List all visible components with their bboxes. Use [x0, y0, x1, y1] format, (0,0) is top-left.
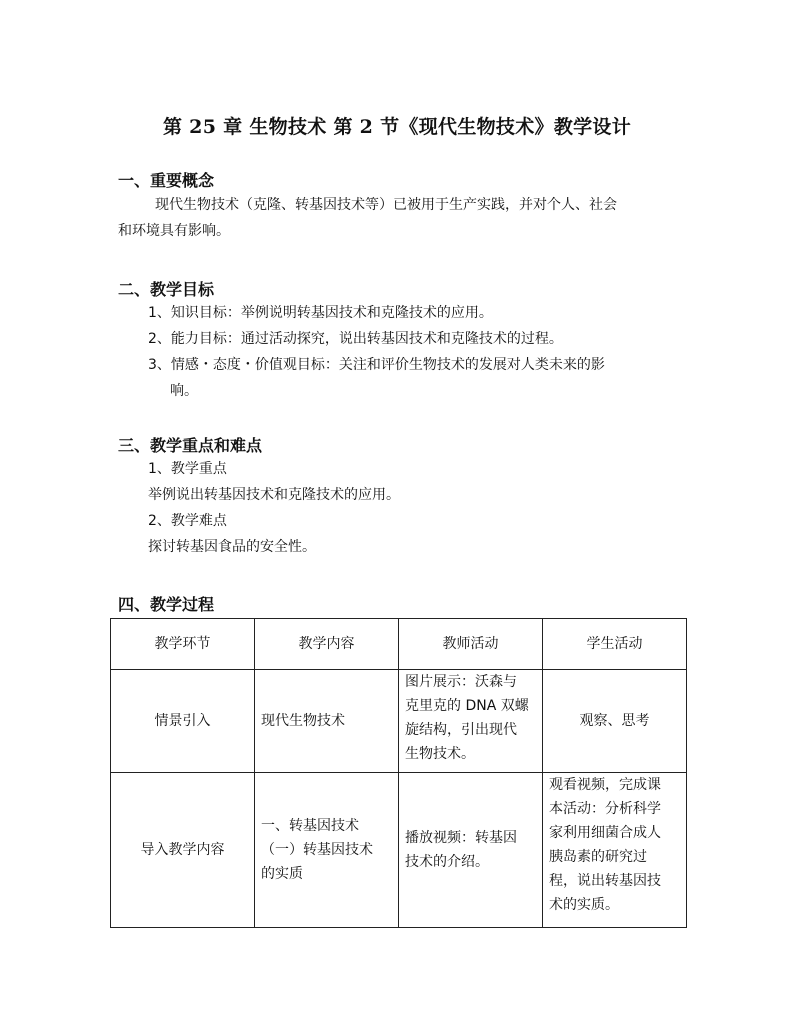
section-heading-key-concept: 一、重要概念	[118, 171, 215, 190]
cell-line: 旋结构，引出现代	[405, 722, 517, 738]
focus-text: 举例说出转基因技术和克隆技术的应用。	[148, 487, 400, 503]
cell-line: 术的实质。	[549, 897, 619, 913]
cell-line: 观察、思考	[579, 713, 650, 729]
cell-line: 一、转基因技术	[261, 818, 359, 834]
difficulty-text: 探讨转基因食品的安全性。	[148, 539, 316, 555]
student-cell	[543, 670, 687, 773]
cell-line: 播放视频：转基因	[405, 830, 517, 846]
cell-line: 图片展示：沃森与	[405, 674, 517, 690]
student-cell	[543, 773, 687, 928]
objective-item: 3、情感・态度・价值观目标：关注和评价生物技术的发展对人类未来的影	[148, 357, 605, 373]
cell-line: 技术的介绍。	[405, 854, 489, 870]
difficulty-label: 2、教学难点	[148, 513, 227, 529]
objective-item: 1、知识目标：举例说明转基因技术和克隆技术的应用。	[148, 305, 493, 321]
cell-line: 现代生物技术	[261, 713, 345, 729]
teaching-process-table	[110, 618, 687, 928]
table-row	[111, 773, 687, 928]
cell-line: 观看视频，完成课	[549, 777, 661, 793]
cell-line: 家利用细菌合成人	[549, 825, 661, 841]
column-header: 教学内容	[255, 619, 399, 670]
cell-line: （一）转基因技术	[261, 842, 373, 858]
key-concept-line-2: 和环境具有影响。	[118, 223, 230, 239]
key-concept-line-1: 现代生物技术（克隆、转基因技术等）已被用于生产实践，并对个人、社会	[155, 197, 617, 213]
teacher-cell	[399, 773, 543, 928]
section-heading-objectives: 二、教学目标	[118, 280, 215, 299]
section-heading-process: 四、教学过程	[118, 595, 215, 614]
objective-item-continuation: 响。	[170, 383, 198, 399]
content-cell	[255, 670, 399, 773]
teacher-cell	[399, 670, 543, 773]
objective-item: 2、能力目标：通过活动探究，说出转基因技术和克隆技术的过程。	[148, 331, 563, 347]
column-header: 教学环节	[111, 619, 255, 670]
column-header: 教师活动	[399, 619, 543, 670]
table-header-row	[111, 619, 687, 670]
stage-cell: 情景引入	[111, 670, 255, 773]
cell-line: 胰岛素的研究过	[549, 849, 647, 865]
cell-line: 克里克的 DNA 双螺	[405, 698, 529, 714]
cell-line: 程，说出转基因技	[549, 873, 661, 889]
content-cell	[255, 773, 399, 928]
cell-line: 本活动：分析科学	[549, 801, 661, 817]
section-heading-focus-difficulty: 三、教学重点和难点	[118, 436, 263, 455]
column-header: 学生活动	[543, 619, 687, 670]
document-title: 第 25 章 生物技术 第 2 节《现代生物技术》教学设计	[162, 116, 632, 138]
table-row	[111, 670, 687, 773]
focus-label: 1、教学重点	[148, 461, 227, 477]
cell-line: 生物技术。	[405, 746, 475, 762]
stage-cell: 导入教学内容	[111, 773, 255, 928]
cell-line: 的实质	[261, 866, 303, 882]
